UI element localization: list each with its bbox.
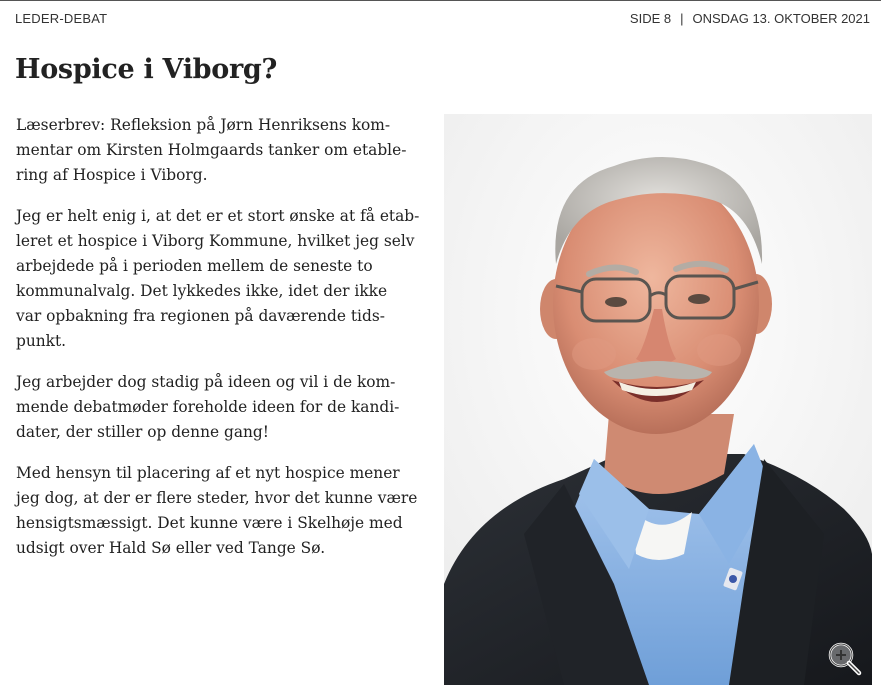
article-paragraph: Jeg arbejder dog stadig på ideen og vil i de kom- mende debatmøder foreholde ideen for de kandi- dater, der stiller op denne gang! [16, 373, 400, 441]
portrait-illustration [444, 114, 872, 685]
section-label: LEDER-DEBAT [15, 11, 108, 26]
meta-separator: | [680, 11, 684, 26]
article-paragraph: Læserbrev: Refleksion på Jørn Henriksens kom- mentar om Kirsten Holmgaards tanker om etable- ring af Hospice i Viborg. [16, 116, 407, 184]
article-body [16, 113, 428, 577]
page-meta [630, 11, 870, 26]
author-photo[interactable] [444, 114, 872, 685]
article-title: Hospice i Viborg? [15, 54, 277, 85]
article-paragraph: Med hensyn til placering af et nyt hospice mener jeg dog, at der er flere steder, hvor det kunne være hensigtsmæssigt. Det kunne være i Skelhøje med udsigt over Hald Sø eller ved Tange Sø. [16, 464, 418, 557]
zoom-button[interactable] [826, 640, 862, 676]
article-paragraph: Jeg er helt enig i, at det er et stort ønske at få etab- leret et hospice i Viborg Kommune, hvilket jeg selv arbejdede på i perioden mellem de seneste to kommunalvalg. Det lykkedes ikke, idet der ikke var opbakning fra regionen på daværende tids- punkt. [16, 207, 420, 350]
page-number: SIDE 8 [629, 11, 672, 26]
publication-date: ONSDAG 13. OKTOBER 2021 [692, 11, 870, 26]
page-header [0, 0, 881, 34]
zoom-in-icon [826, 640, 862, 676]
